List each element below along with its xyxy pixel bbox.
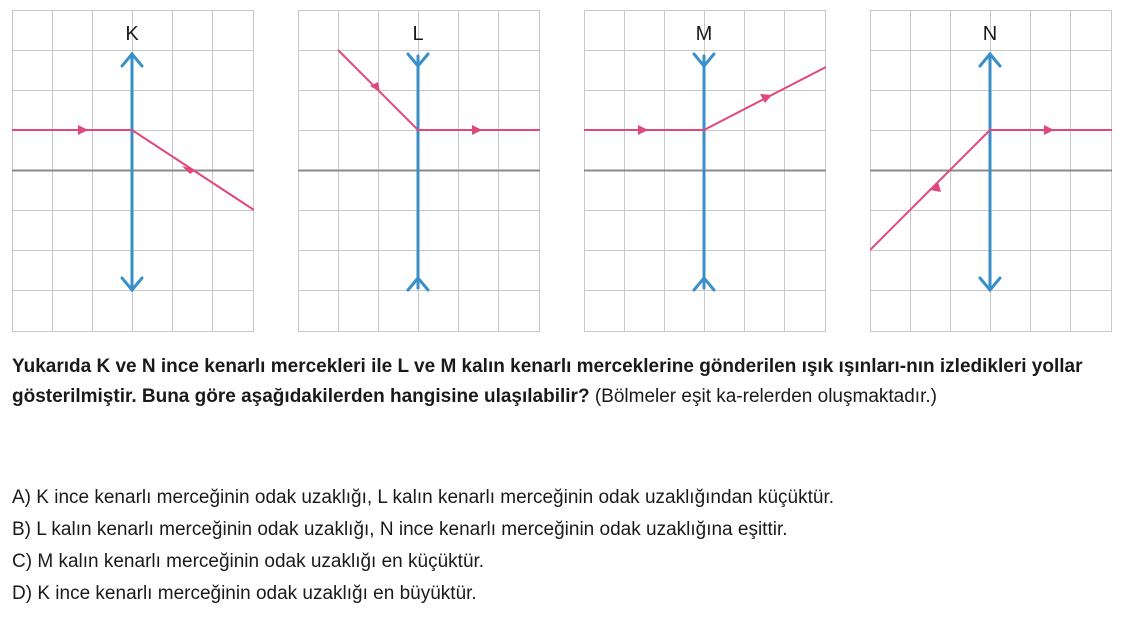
diverging-lens-icon [694, 54, 714, 290]
question-text [12, 352, 1112, 412]
ray-arrow [1044, 125, 1054, 135]
question-bold: Yukarıda K ve N ince kenarlı mercekleri ile L ve M kalın kenarlı merceklerine gönderilen ışık ışınları-nın izledikleri yollar gösterilmiştir. Buna göre aşağıdakilerden hangisine ulaşılabilir? [12, 356, 1083, 407]
option-letter: D) [12, 583, 33, 604]
option-text: L kalın kenarlı merceğinin odak uzaklığı, N ince kenarlı merceğinin odak uzaklığına eşittir. [36, 519, 788, 540]
option-text: K ince kenarlı merceğinin odak uzaklığı en büyüktür. [37, 583, 477, 604]
option-letter: A) [12, 487, 31, 508]
lens-label: M [695, 23, 713, 45]
option-d[interactable] [12, 578, 1112, 610]
option-letter: C) [12, 551, 33, 572]
option-letter: B) [12, 519, 31, 540]
lens-diagram-k [12, 10, 254, 332]
lens-label: L [412, 23, 424, 45]
ray-arrow [472, 125, 482, 135]
converging-lens-icon [122, 54, 142, 290]
ray-arrow [638, 125, 648, 135]
ray-arrow [760, 94, 772, 103]
answer-options [12, 482, 1112, 610]
lens-label: N [982, 23, 998, 45]
option-c[interactable] [12, 546, 1112, 578]
ray-arrow [78, 125, 88, 135]
diverging-lens-icon [408, 54, 428, 290]
option-a[interactable] [12, 482, 1112, 514]
lens-label: K [125, 23, 139, 45]
lens-diagram-m [584, 10, 826, 332]
option-text: M kalın kenarlı merceğinin odak uzaklığı en küçüktür. [37, 551, 485, 572]
option-text: K ince kenarlı merceğinin odak uzaklığı, L kalın kenarlı merceğinin odak uzaklığından küçüktür. [36, 487, 835, 508]
converging-lens-icon [980, 54, 1000, 290]
lens-diagram-n [870, 10, 1112, 332]
lens-diagram-l [298, 10, 540, 332]
question-note: (Bölmeler eşit ka-relerden oluşmaktadır.) [589, 386, 937, 407]
option-b[interactable] [12, 514, 1112, 546]
